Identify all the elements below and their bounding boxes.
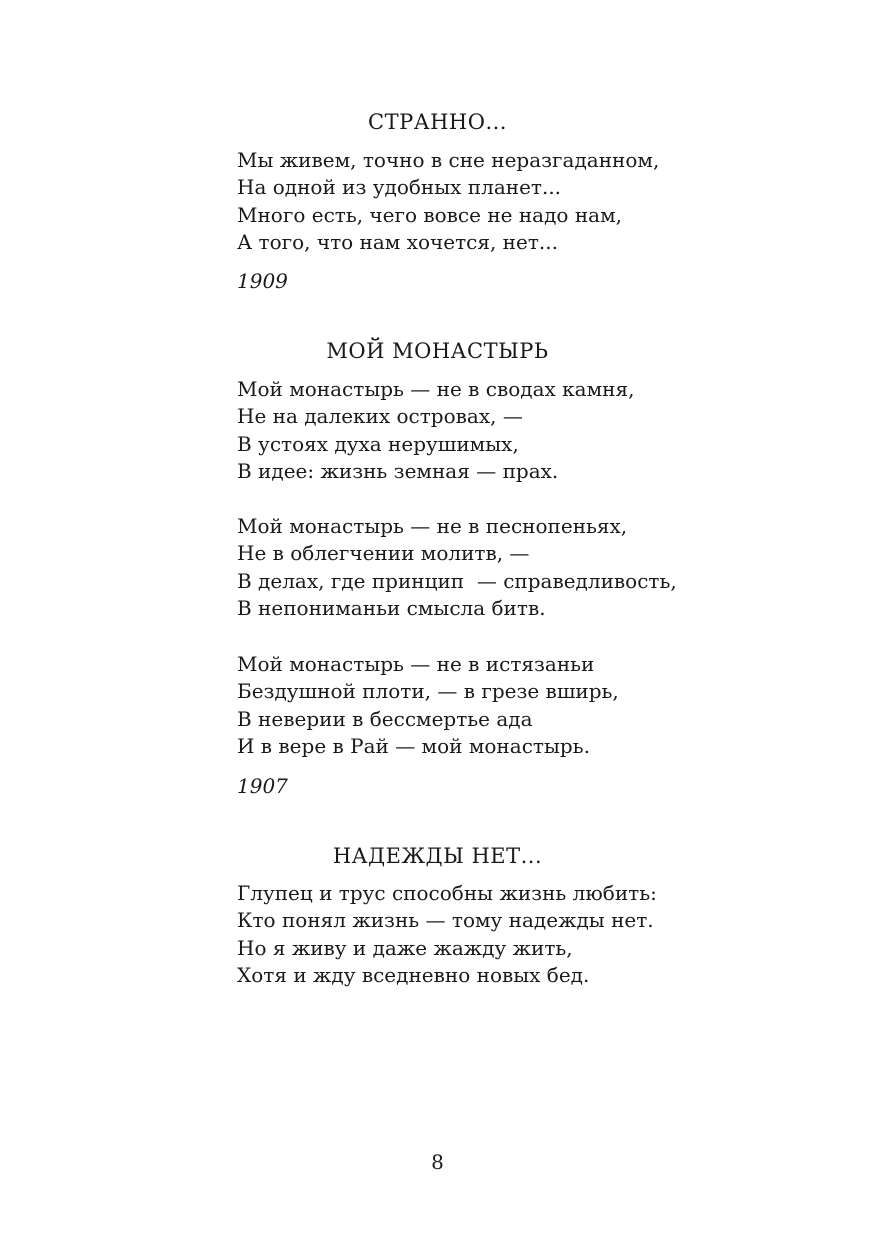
poem-stanza: [237, 513, 677, 622]
poem-line: На одной из удобных планет...: [237, 175, 562, 200]
poem-line: Глупец и трус способны жизнь любить:: [237, 881, 657, 905]
poem-line: Не в облегчении молитв, —: [237, 541, 530, 566]
poem-title-stranno: СТРАННО...: [368, 110, 507, 134]
poem-line: Не на далеких островах, —: [237, 404, 523, 429]
poem-line: Хотя и жду вседневно новых бед.: [237, 962, 590, 987]
poem-date: 1909: [237, 269, 288, 293]
poem-line: Мой монастырь — не в истязаньи: [237, 652, 595, 676]
poem-line: Мой монастырь — не в песнопеньях,: [237, 514, 628, 538]
poem-line: Бездушной плоти, — в грезе вширь,: [237, 679, 619, 704]
poem-line: Но я живу и даже жажду жить,: [237, 935, 573, 960]
poem-line: Мой монастырь — не в сводах камня,: [237, 377, 635, 401]
poem-line: В неверии в бессмертье ада: [237, 706, 533, 731]
poem-stanza: [237, 651, 619, 760]
poem-line: Мы живем, точно в сне неразгаданном,: [237, 148, 660, 172]
poem-line: В делах, где принцип — справедливость,: [237, 568, 677, 593]
page-number: 8: [431, 1150, 444, 1174]
poem-line: Кто понял жизнь — тому надежды нет.: [237, 908, 654, 933]
poem-line: А того, что нам хочется, нет...: [237, 229, 558, 254]
poem-line: Много есть, чего вовсе не надо нам,: [237, 202, 622, 227]
poem-stanza: [237, 880, 657, 989]
poem-stanza: [237, 147, 659, 256]
poem-line: В непониманьи смысла битв.: [237, 595, 546, 620]
poem-line: В устоях духа нерушимых,: [237, 431, 519, 456]
poem-title-moy-monastyr: МОЙ МОНАСТЫРЬ: [326, 339, 549, 363]
poem-date: 1907: [237, 774, 288, 798]
poem-line: И в вере в Рай — мой монастырь.: [237, 733, 590, 758]
poem-line: В идее: жизнь земная — прах.: [237, 458, 559, 483]
poem-title-nadezhdy-net: НАДЕЖДЫ НЕТ...: [332, 844, 543, 868]
poem-stanza: [237, 376, 634, 485]
